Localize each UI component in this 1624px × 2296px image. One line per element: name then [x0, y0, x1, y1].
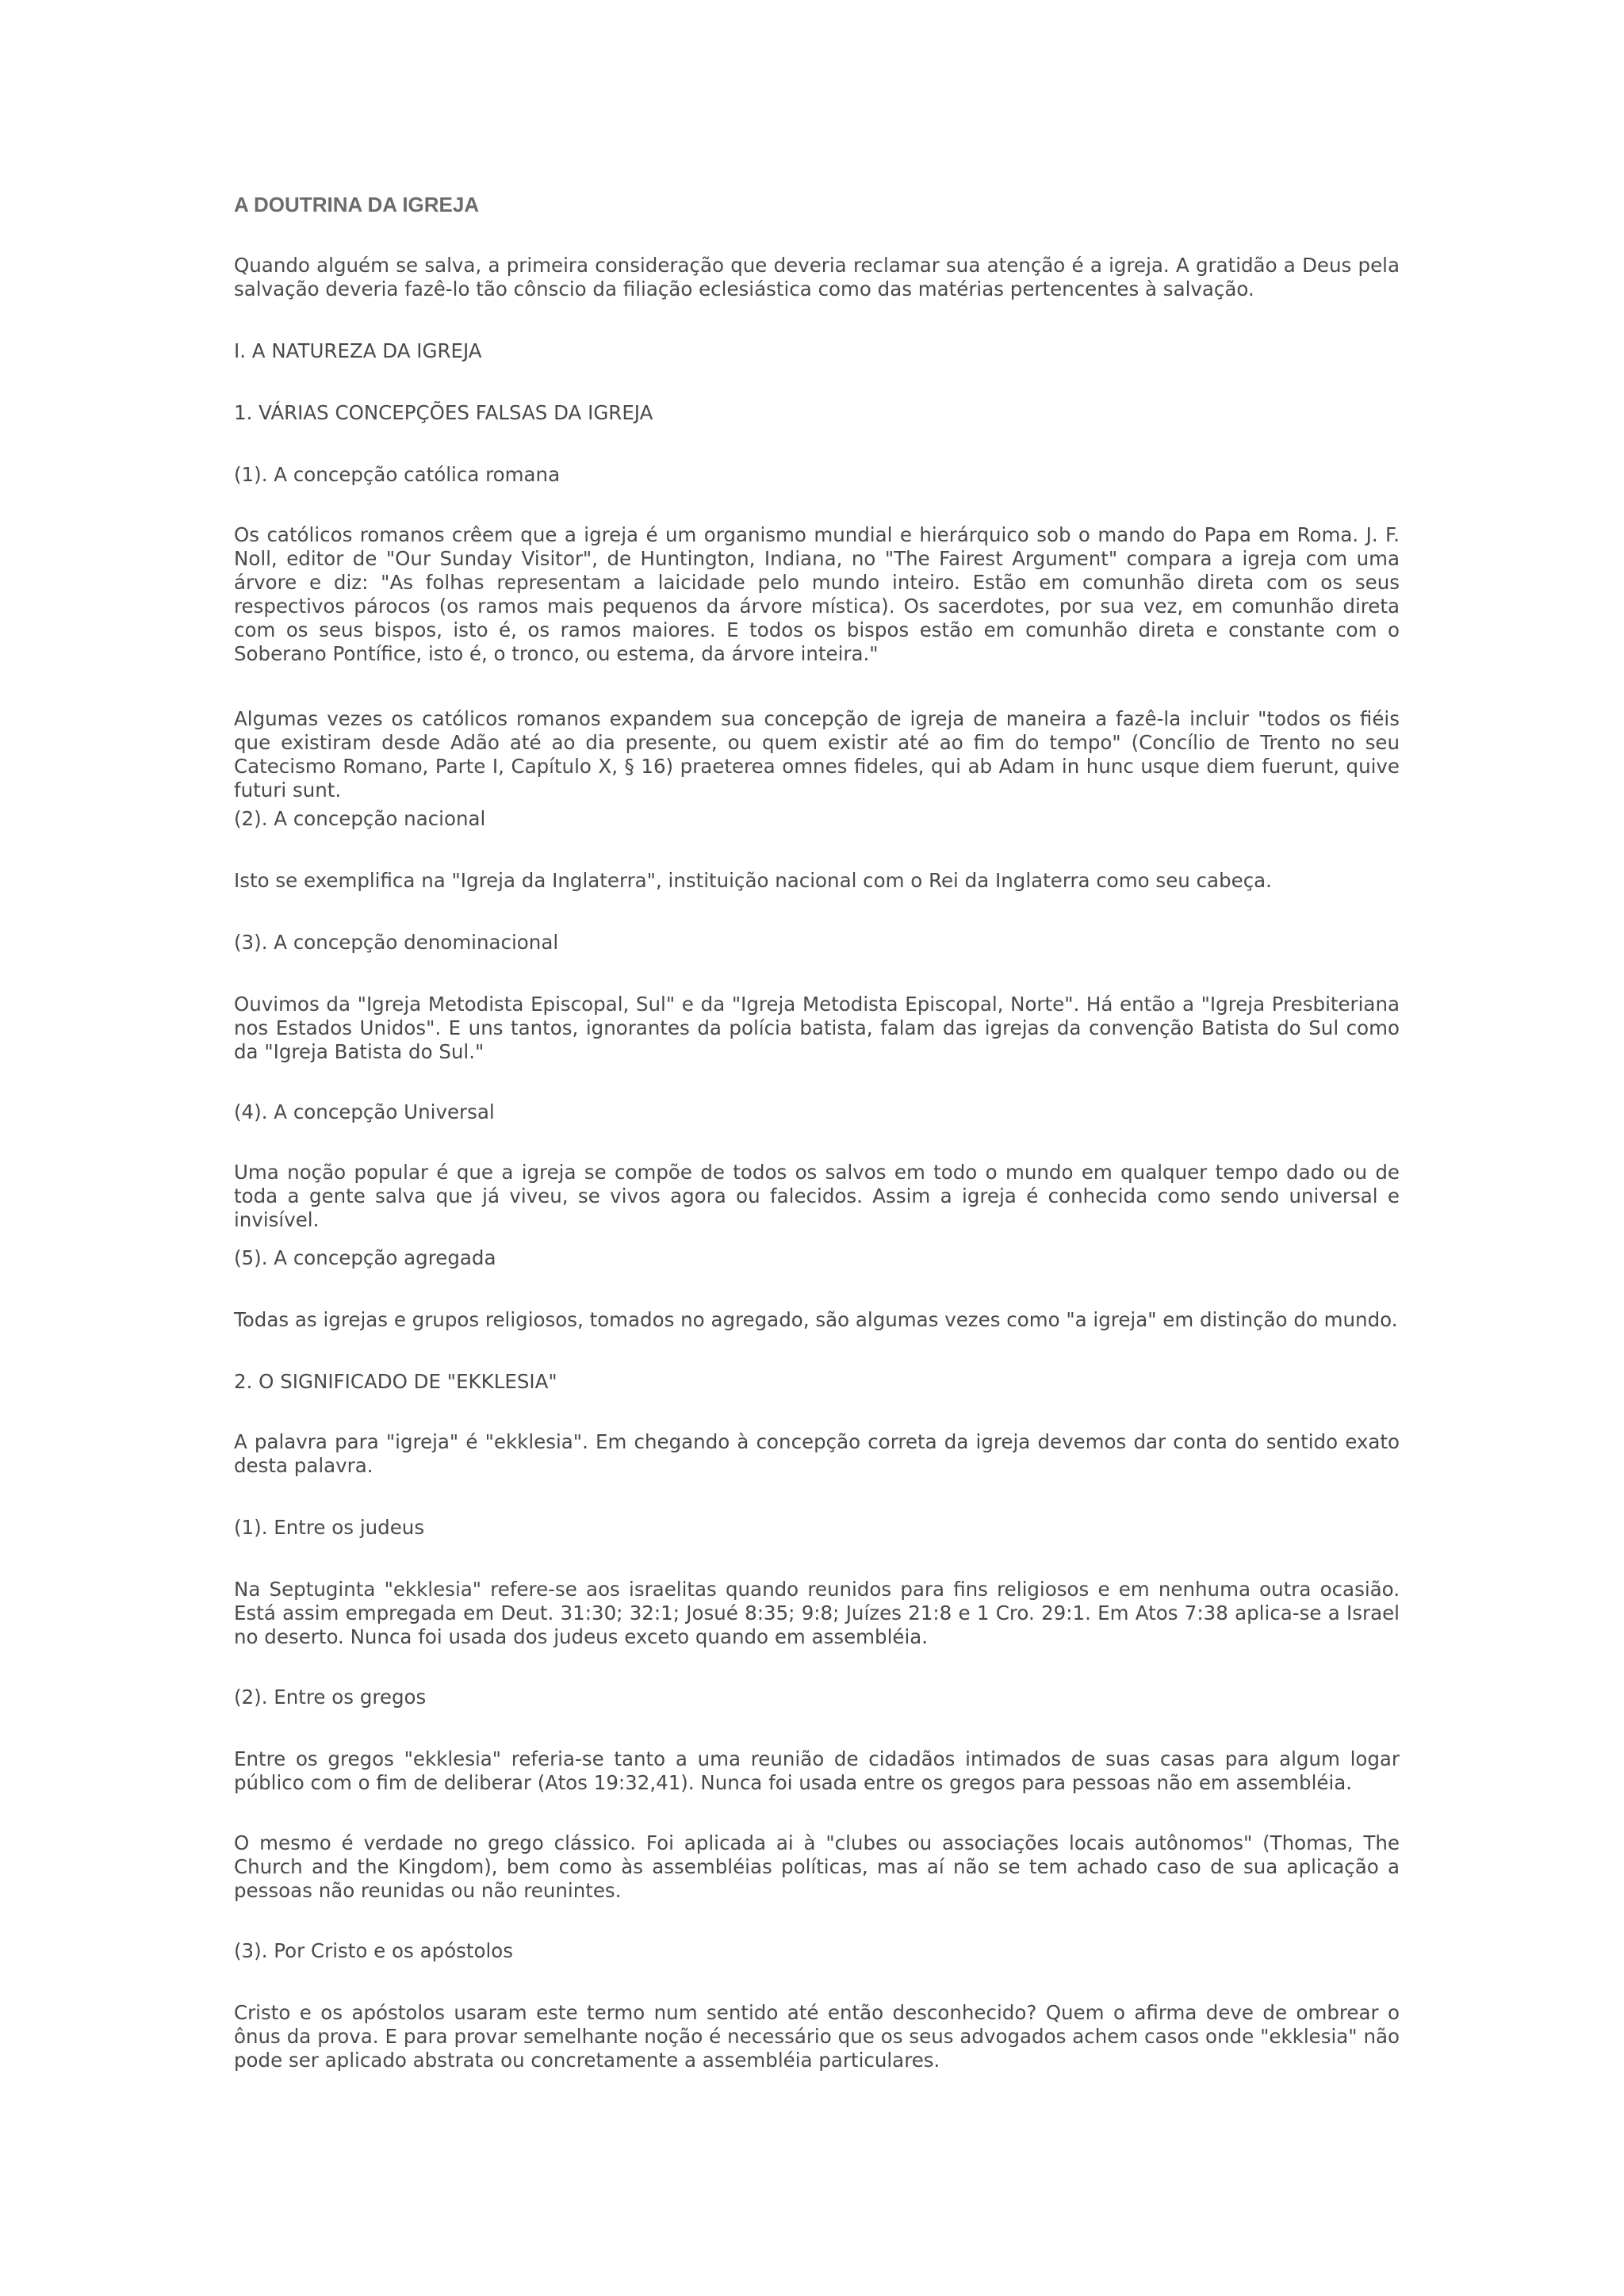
catolica-paragraph-2-block	[234, 707, 1400, 802]
paragraph-catolica-2: Algumas vezes os católicos romanos expandem sua concepção de igreja de maneira a fazê-la incluir "todos os fiéis que existiram desde Adão até ao dia presente, ou quem existir até ao fim do tempo" (Concílio de Trento no seu Catecismo Romano, Parte I, Capítulo X, § 16) praeterea omnes fideles, qui ab Adam in hunc usque diem fuerunt, quive futuri sunt.	[234, 707, 1400, 802]
document-title: A DOUTRINA DA IGREJA	[234, 193, 480, 216]
subsection-heading-ekklesia: 2. O SIGNIFICADO DE "EKKLESIA"	[234, 1370, 557, 1393]
ekklesia-paragraph-block	[234, 1430, 1400, 1478]
judeus-heading-block	[234, 1516, 1400, 1540]
judeus-paragraph-block	[234, 1578, 1400, 1649]
heading-gregos: (2). Entre os gregos	[234, 1686, 427, 1709]
cristo-heading-block	[234, 1939, 1400, 1963]
section-heading-natureza: I. A NATUREZA DA IGREJA	[234, 339, 482, 362]
heading-catolica: (1). A concepção católica romana	[234, 463, 561, 486]
paragraph-gregos-1: Entre os gregos "ekklesia" referia-se tanto a uma reunião de cidadãos intimados de suas casas para algum logar público com o fim de deliberar (Atos 19:32,41). Nunca foi usada entre os gregos para pessoas não em assembléia.	[234, 1747, 1400, 1794]
heading-universal: (4). A concepção Universal	[234, 1100, 495, 1123]
universal-heading-block	[234, 1100, 1400, 1124]
paragraph-ekklesia: A palavra para "igreja" é "ekklesia". Em chegando à concepção correta da igreja devemos dar conta do sentido exato desta palavra.	[234, 1430, 1400, 1477]
cristo-paragraph-block	[234, 2001, 1400, 2072]
heading-cristo: (3). Por Cristo e os apóstolos	[234, 1939, 514, 1962]
heading-judeus: (1). Entre os judeus	[234, 1516, 425, 1539]
intro-paragraph: Quando alguém se salva, a primeira consideração que deveria reclamar sua atenção é a igreja. A gratidão a Deus pela salvação deveria fazê-lo tão cônscio da filiação eclesiástica como das matérias pertencentes à salvação.	[234, 254, 1400, 300]
subsection-2-block	[234, 1370, 1400, 1394]
paragraph-universal: Uma noção popular é que a igreja se compõe de todos os salvos em todo o mundo em qualquer tempo dado ou de toda a gente salva que já viveu, se vivos agora ou falecidos. Assim a igreja é conhecida como sendo universal e invisível.	[234, 1161, 1400, 1231]
heading-nacional: (2). A concepção nacional	[234, 807, 486, 830]
denominacional-heading-block	[234, 931, 1400, 955]
intro-block	[234, 254, 1400, 301]
agregada-heading-block	[234, 1246, 1400, 1270]
gregos-paragraph-1-block	[234, 1747, 1400, 1795]
subsection-1-block	[234, 401, 1400, 425]
paragraph-denominacional: Ouvimos da "Igreja Metodista Episcopal, Sul" e da "Igreja Metodista Episcopal, Norte". Há então a "Igreja Presbiteriana nos Estados Unidos". E uns tantos, ignorantes da polícia batista, falam das igrejas da convenção Batista do Sul como da "Igreja Batista do Sul."	[234, 993, 1400, 1063]
paragraph-gregos-2: O mesmo é verdade no grego clássico. Foi aplicada ai à "clubes ou associações locais autônomos" (Thomas, The Church and the Kingdom), bem como às assembléias políticas, mas aí não se tem achado caso de sua aplicação a pessoas não reunidas ou não reunintes.	[234, 1831, 1400, 1902]
subsection-heading-concepcoes: 1. VÁRIAS CONCEPÇÕES FALSAS DA IGREJA	[234, 401, 653, 424]
paragraph-catolica-1: Os católicos romanos crêem que a igreja é um organismo mundial e hierárquico sob o mando do Papa em Roma. J. F. Noll, editor de "Our Sunday Visitor", de Huntington, Indiana, no "The Fairest Argument" compara a igreja com uma árvore e diz: "As folhas representam a laicidade pelo mundo inteiro. Estão em comunhão direta com os seus respectivos párocos (os ramos mais pequenos da árvore mística). Os sacerdotes, por sua vez, em comunhão direta com os seus bispos, isto é, os ramos maiores. E todos os bispos estão em comunhão direta e constante com o Soberano Pontífice, isto é, o tronco, ou estema, da árvore inteira."	[234, 523, 1400, 665]
section-1-block	[234, 339, 1400, 363]
catolica-paragraph-1-block	[234, 523, 1400, 666]
heading-denominacional: (3). A concepção denominacional	[234, 931, 559, 954]
gregos-paragraph-2-block	[234, 1831, 1400, 1903]
nacional-heading-block	[234, 807, 1400, 831]
denominacional-paragraph-block	[234, 993, 1400, 1064]
document-title-block	[234, 189, 1400, 220]
heading-agregada: (5). A concepção agregada	[234, 1246, 496, 1269]
paragraph-judeus: Na Septuginta "ekklesia" refere-se aos israelitas quando reunidos para fins religiosos e em nenhuma outra ocasião. Está assim empregada em Deut. 31:30; 32:1; Josué 8:35; 9:8; Juízes 21:8 e 1 Cro. 29:1. Em Atos 7:38 aplica-se a Israel no deserto. Nunca foi usada dos judeus exceto quando em assembléia.	[234, 1578, 1400, 1648]
paragraph-cristo: Cristo e os apóstolos usaram este termo num sentido até então desconhecido? Quem o afirma deve de ombrear o ônus da prova. E para provar semelhante noção é necessário que os seus advogados achem casos onde "ekklesia" não pode ser aplicado abstrata ou concretamente a assembléia particulares.	[234, 2001, 1400, 2072]
paragraph-agregada: Todas as igrejas e grupos religiosos, tomados no agregado, são algumas vezes como "a igreja" em distinção do mundo.	[234, 1308, 1398, 1331]
nacional-paragraph-block	[234, 869, 1400, 893]
catolica-heading-block	[234, 463, 1400, 487]
agregada-paragraph-block	[234, 1308, 1400, 1332]
paragraph-nacional: Isto se exemplifica na "Igreja da Inglaterra", instituição nacional com o Rei da Inglaterra como seu cabeça.	[234, 869, 1272, 892]
gregos-heading-block	[234, 1686, 1400, 1709]
universal-paragraph-block	[234, 1161, 1400, 1232]
